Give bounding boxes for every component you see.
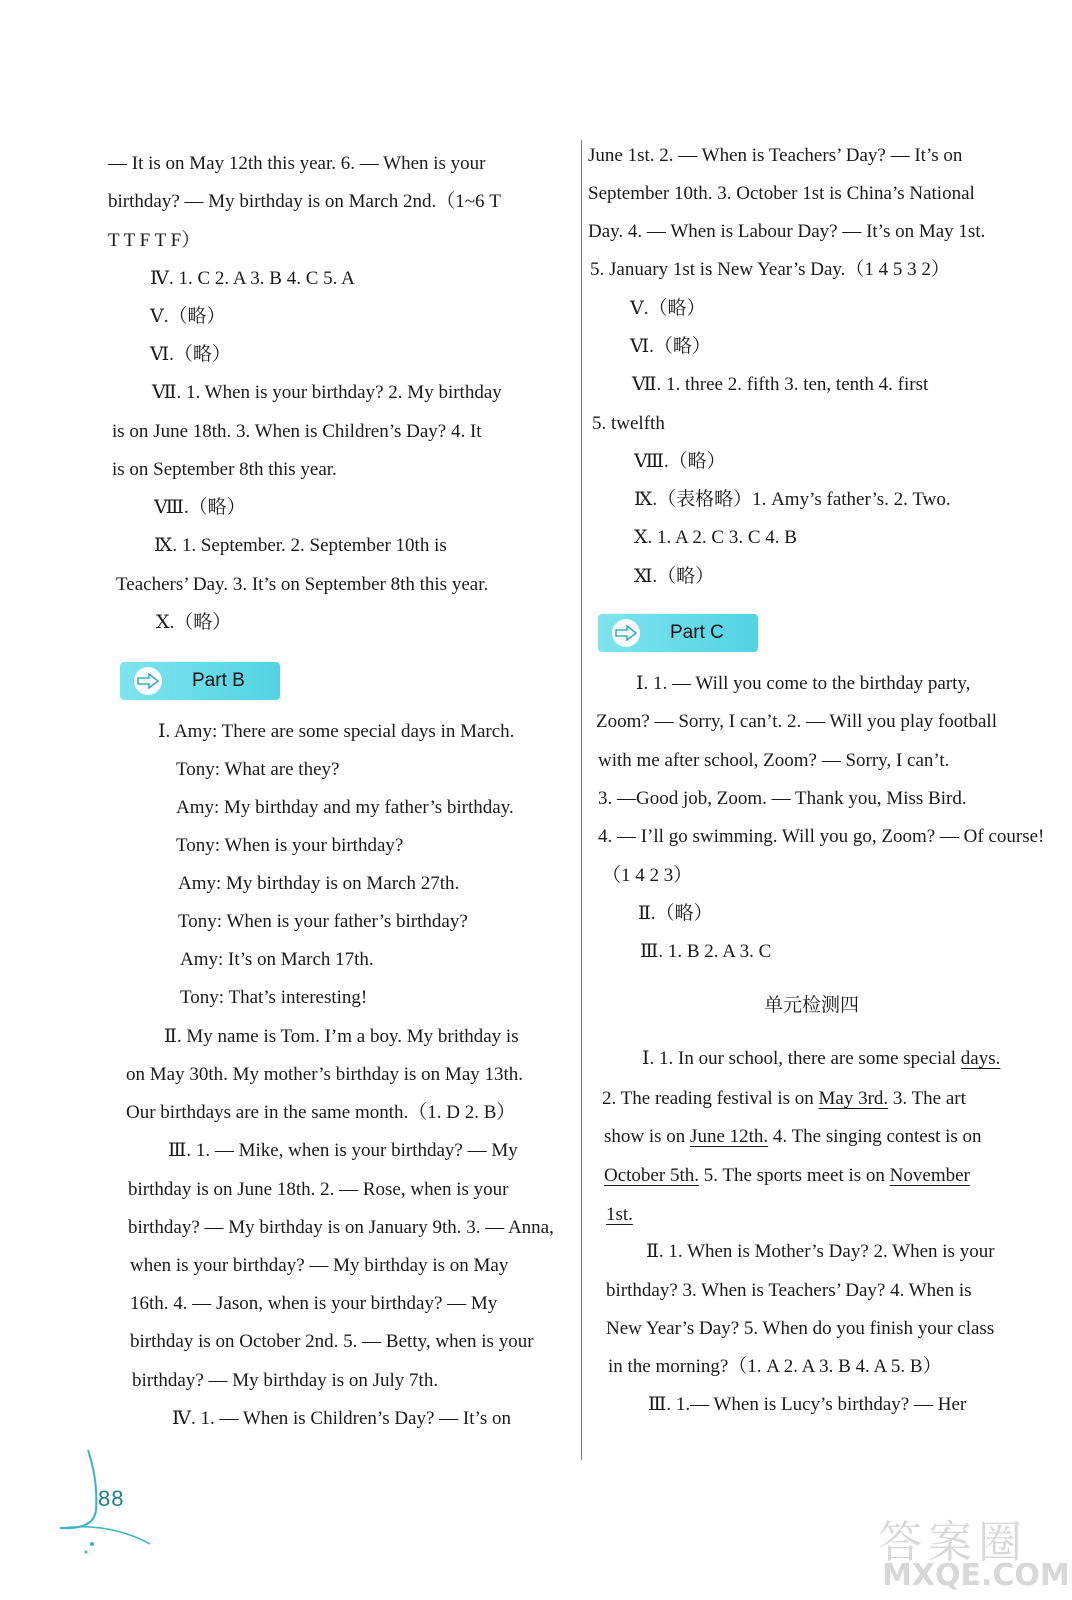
part-b-title: Part B [192,670,245,691]
answer-line: T T F T F） [108,230,201,251]
answer-line: Tony: When is your father’s birthday? [178,911,468,932]
answer-line: birthday? 3. When is Teachers’ Day? 4. When is [606,1280,972,1301]
answer-line: on May 30th. My mother’s birthday is on May 13th. [126,1064,524,1085]
watermark-url: MXQE.COM [882,1558,1070,1593]
answer-line: Tony: That’s interesting! [180,987,368,1008]
answer-line: with me after school, Zoom? — Sorry, I can’t. [598,750,950,771]
answer-line: birthday? — My birthday is on March 2nd.（1~6 T [108,191,501,212]
answer-line: 2. The reading festival is on May 3rd. 3. The art [602,1088,966,1109]
answer-line: Zoom? — Sorry, I can’t. 2. — Will you play football [596,711,997,732]
answer-line: Our birthdays are in the same month.（1. D 2. B） [126,1102,516,1123]
answer-line: — It is on May 12th this year. 6. — When is your [108,153,486,174]
part-c-title: Part C [670,622,724,643]
answer-line: Ⅲ. 1.— When is Lucy’s birthday? — Her [648,1394,967,1415]
answer-line: birthday? — My birthday is on July 7th. [132,1370,439,1391]
answer-line: 5. twelfth [592,413,665,434]
answer-line: September 10th. 3. October 1st is China’s National [588,183,975,204]
answer-line: in the morning?（1. A 2. A 3. B 4. A 5. B） [608,1356,942,1377]
answer-line: Ⅲ. 1. — Mike, when is your birthday? — My [168,1140,518,1161]
answer-line: Ⅱ. 1. When is Mother’s Day? 2. When is your [646,1241,995,1262]
answer-line: Ⅱ.（略） [638,903,713,924]
watermark-text: 答案圈 [878,1517,1028,1568]
answer-line: Ⅶ. 1. When is your birthday? 2. My birthday [152,382,502,403]
arrow-right-icon [612,619,640,647]
answer-line: Ⅵ.（略） [630,336,711,357]
answer-line: Teachers’ Day. 3. It’s on September 8th this year. [116,574,489,595]
answer-line: Ⅸ.（表格略）1. Amy’s father’s. 2. Two. [634,489,951,510]
answer-line: birthday is on June 18th. 2. — Rose, when is your [128,1179,509,1200]
column-divider [581,140,582,1460]
answer-line: 1st. [606,1204,633,1225]
answer-line: Tony: When is your birthday? [176,835,404,856]
answer-line: New Year’s Day? 5. When do you finish your class [606,1318,995,1339]
answer-line: 3. —Good job, Zoom. — Thank you, Miss Bird. [598,788,967,809]
answer-line: June 1st. 2. — When is Teachers’ Day? — It’s on [588,145,963,166]
answer-line: Ⅶ. 1. three 2. fifth 3. ten, tenth 4. first [632,374,929,395]
answer-line: is on September 8th this year. [112,459,337,480]
answer-line: October 5th. 5. The sports meet is on November [604,1165,970,1186]
answer-line: Ⅸ. 1. September. 2. September 10th is [154,535,447,556]
answer-line: Ⅹ.（略） [156,612,232,633]
answer-line: birthday? — My birthday is on January 9th. 3. — Anna, [128,1217,554,1238]
answer-line: Ⅹ. 1. A 2. C 3. C 4. B [634,527,797,548]
answer-line: Ⅳ. 1. — When is Children’s Day? — It’s on [172,1408,511,1429]
answer-line: Ⅷ.（略） [154,497,246,518]
answer-line: Day. 4. — When is Labour Day? — It’s on May 1st. [588,221,986,242]
answer-line: Ⅵ.（略） [150,344,231,365]
answer-line: Ⅲ. 1. B 2. A 3. C [640,941,772,962]
section-title: 单元检测四 [764,995,860,1016]
answer-line: when is your birthday? — My birthday is on May [130,1255,509,1276]
answer-line: Ⅰ. 1. In our school, there are some special days. [642,1048,1001,1069]
answer-line: Ⅰ. Amy: There are some special days in March. [158,721,515,742]
part-c-banner [598,614,758,652]
part-b-banner [120,662,280,700]
answer-line: Ⅰ. 1. — Will you come to the birthday party, [636,673,971,694]
answer-line: 16th. 4. — Jason, when is your birthday? — My [130,1293,498,1314]
answer-line: Amy: It’s on March 17th. [180,949,374,970]
answer-line: Ⅳ. 1. C 2. A 3. B 4. C 5. A [150,268,355,289]
answer-line: Amy: My birthday is on March 27th. [178,873,460,894]
answer-line: 5. January 1st is New Year’s Day.（1 4 5 3 2） [590,259,950,280]
answer-line: Ⅷ.（略） [634,451,726,472]
answer-line: Ⅴ.（略） [150,306,226,327]
arrow-right-icon [134,667,162,695]
watermark-logo [878,1506,1070,1594]
answer-line: Tony: What are they? [176,759,340,780]
page-number: 88 [98,1486,125,1511]
answer-line: （1 4 2 3） [602,865,693,886]
answer-line: birthday is on October 2nd. 5. — Betty, when is your [130,1331,534,1352]
answer-line: Amy: My birthday and my father’s birthday. [176,797,514,818]
answer-line: Ⅱ. My name is Tom. I’m a boy. My brithday is [164,1026,519,1047]
answer-line: Ⅺ.（略） [634,566,715,587]
answer-line: Ⅴ.（略） [630,298,706,319]
answer-line: is on June 18th. 3. When is Children’s Day? 4. It [112,421,482,442]
answer-line: show is on June 12th. 4. The singing contest is on [604,1126,982,1147]
answer-line: 4. — I’ll go swimming. Will you go, Zoom? — Of course! [598,826,1045,847]
